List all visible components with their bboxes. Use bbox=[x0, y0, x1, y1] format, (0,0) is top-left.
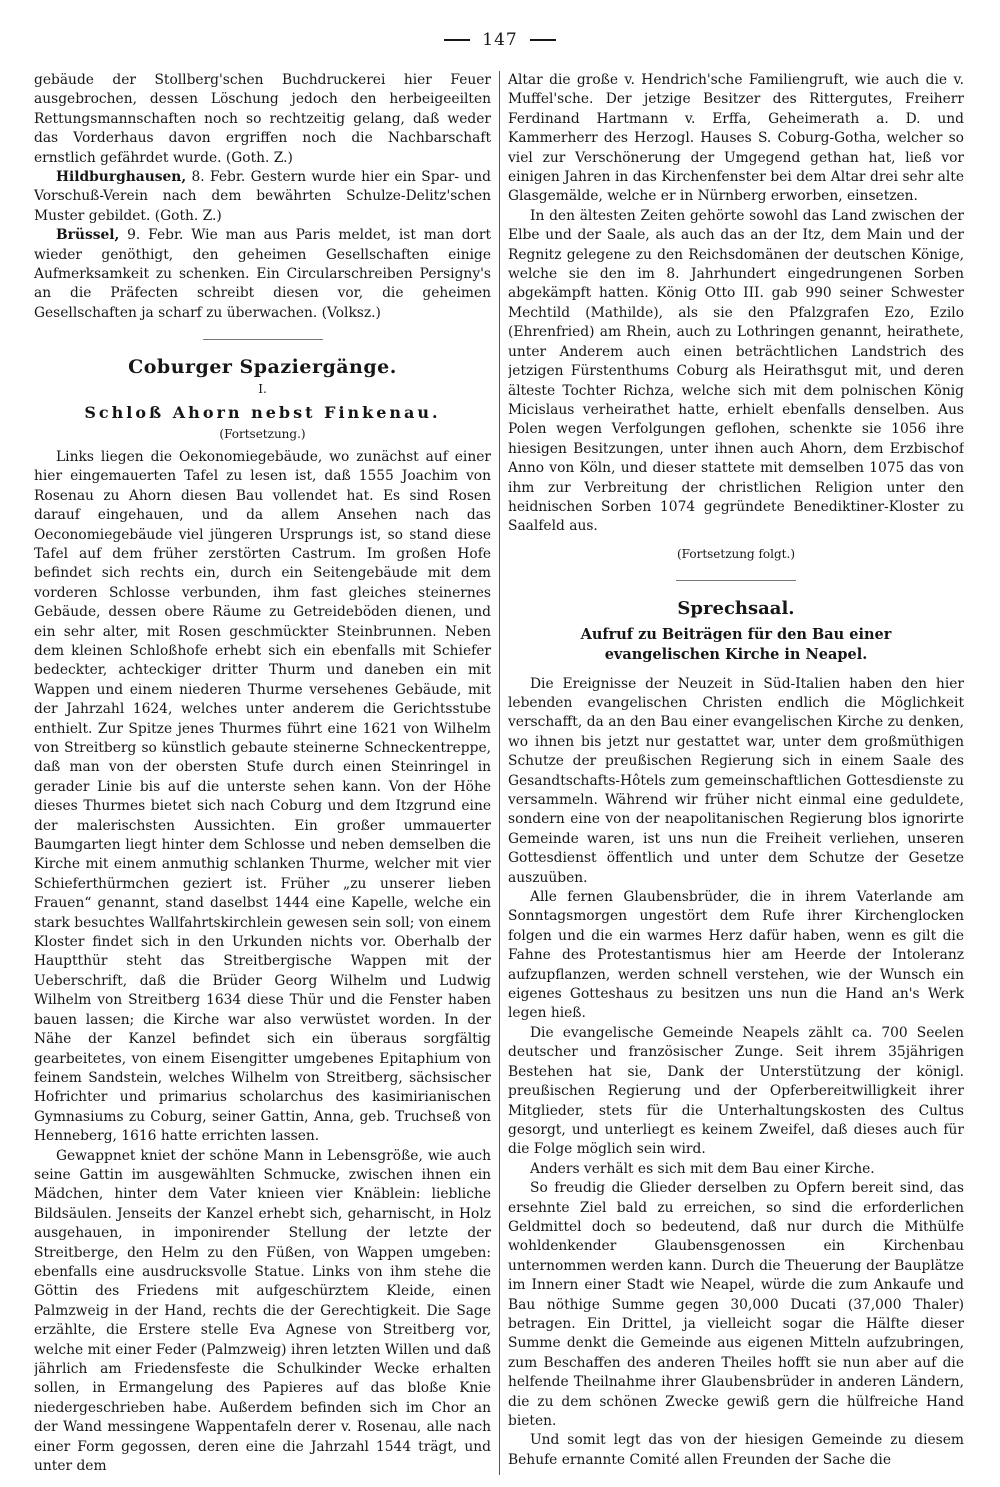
left-column bbox=[34, 71, 491, 1475]
news-item-bruessel bbox=[34, 226, 491, 323]
appeal-paragraph: Die evangelische Gemeinde Neapels zählt ca. 700 Seelen deutscher und französischer Zunge. Seit ihrem 35jährigen Bestehen hat sie, Dank der Unterstützung der königl. preußischen Regierung und der Opferbereitwilligkeit ihrer Mitglieder, stets für die Unterhaltungskosten des Cultus gesorgt, und unterliegt es keinem Zweifel, daß dieses auch für die Folge möglich sein wird. bbox=[508, 1024, 964, 1158]
article-paragraph: Links liegen die Oekonomiegebäude, wo zunächst auf einer hier eingemauerten Tafel zu lesen ist, daß 1555 Joachim von Rosenau zu Ahorn diesen Bau vollendet hat. Es sind Rosen darauf eingehauen, und da allem Ansehen nach das Oeconomiegebäude viel jüngeren Ursprungs ist, so stand diese Tafel auf dem früher zerstörten Castrum. Im großen Hofe befindet sich rechts ein, durch ein Seitengebäude mit dem vorderen Schlosse verbunden, ihm fast gleiches steinernes Gebäude, dessen obere Räume zu Getreideböden dienen, und ein sehr alter, mit Rosen geschmückter Steinbrunnen. Neben dem kleinen Schloßhofe erhebt sich ein ebenfalls mit Schiefer bedeckter, achteckiger dritter Thurm und daneben ein mit Wappen und einem niederen Thurme versehenes Gebäude, mit der Jahrzahl 1624, welches unter anderem die Gerichtsstube enthielt. Zur Spitze jenes Thurmes führt eine 1621 von Wilhelm von Streitberg so künstlich gebaute steinerne Schneckentreppe, daß man von der obersten Stufe durch einen Steinringel in gerader Linie bis auf die unterste sehen kann. Von der Höhe dieses Thurmes bietet sich nach Coburg und dem Itzgrund eine der malerischsten Aussichten. Ein großer ummauerter Baumgarten liegt hinter dem Schlosse und neben demselben die Kirche mit einem anmuthig schlanken Thurme, welcher mit vier Schieferthürmchen geziert ist. Früher „zu unserer lieben Frauen“ genannt, stand daselbst 1444 eine Kapelle, welche ein stark besuchtes Wallfahrtskirchlein gewesen sein soll; von einem Kloster findet sich in den Urkunden nichts vor. Oberhalb der Hauptthür steht das Streitbergische Wappen mit der Ueberschrift, daß die Brüder Georg Wilhelm und Ludwig Wilhelm von Streitberg 1634 diese Thür und die Fenster haben bauen lassen; die Kirche war also verwüstet worden. In der Nähe der Kanzel befindet sich ein überaus sorgfältig gearbeitetes, von einem Eisengitter umgebenes Epitaphium von feinem Sandstein, welches Wilhelm von Streitberg, sächsischer Hofrichter und primarius scholarchus des kasimirianischen Gymnasiums zu Coburg, seiner Gattin, Anna, geb. Truchseß von Henneberg, 1616 hatte errichten lassen. bbox=[34, 448, 491, 1145]
news-text: 8. Febr. Gestern wurde hier ein Spar- und Vorschuß-Verein nach dem bewährten Schulze-Delitz'schen Muster gebildet. (Goth. Z.) bbox=[34, 169, 491, 224]
dateline-place: Brüssel, bbox=[56, 227, 120, 244]
article-part-number: I. bbox=[258, 381, 267, 396]
header-dash-left bbox=[444, 39, 470, 41]
news-item-fire: gebäude der Stollberg'schen Buchdruckerei hier Feuer ausgebrochen, dessen Löschung jedoch den herbeigeeilten Rettungsmannschaften noch so rechtzeitig gelang, daß weder das Vorderhaus davon ergriffen noch die Nachbarschaft ernstlich gefährdet wurde. (Goth. Z.) bbox=[34, 72, 491, 166]
right-column bbox=[508, 71, 964, 1475]
section-separator bbox=[676, 580, 796, 581]
page-number: 147 bbox=[482, 30, 518, 50]
column-divider bbox=[499, 71, 500, 1475]
section-separator bbox=[203, 339, 323, 340]
page-header bbox=[0, 30, 1000, 50]
section-title: Sprechsaal. bbox=[677, 598, 795, 620]
appeal-headline: Aufruf zu Beiträgen für den Bau einer evangelischen Kirche in Neapel. bbox=[580, 625, 892, 663]
appeal-paragraph: Und somit legt das von der hiesigen Gemeinde zu diesem Behufe ernannte Comité allen Freunden der Sache die bbox=[508, 1432, 964, 1468]
article-subtitle: Schloß Ahorn nebst Finkenau. bbox=[84, 403, 441, 423]
news-text: 9. Febr. Wie man aus Paris meldet, ist man dort wieder genöthigt, den geheimen Gesellschaften einige Aufmerksamkeit zu schenken. Ein Circularschreiben Persigny's an die Präfecten schreibt diesen vor, die geheimen Gesellschaften ja scharf zu überwachen. (Volksz.) bbox=[34, 227, 491, 321]
dateline-place: Hildburghausen, bbox=[56, 169, 187, 186]
article-paragraph: Altar die große v. Hendrich'sche Familiengruft, wie auch die v. Muffel'sche. Der jetzige Besitzer des Rittergutes, Freiherr Ferdinand Hartmann v. Erffa, Geheimerath a. D. und Kammerherr des Herzogl. Hauses S. Coburg-Gotha, welcher so viel zur Verschönerung der Umgegend gethan hat, ließ vor einigen Jahren in das Kirchenfenster bei dem Altar drei sehr alte Glasgemälde, welche er in Nürnberg erworben, einsetzen. bbox=[508, 72, 964, 205]
continuation-note: (Fortsetzung.) bbox=[219, 426, 306, 441]
appeal-paragraph: Alle fernen Glaubensbrüder, die in ihrem Vaterlande am Sonntagsmorgen ungestört dem Rufe ihrer Kirchenglocken folgen und die ein warmes Herz dafür haben, wenn es gilt die Fahne des Protestantismus hier am Heerde der Intoleranz aufzupflanzen, werden schnell verstehen, wie der Wunsch ein eigenes Gotteshaus zu besitzen uns nun die Hand an's Werk legen hieß. bbox=[508, 889, 964, 1022]
article-title: Coburger Spaziergänge. bbox=[128, 356, 397, 379]
article-paragraph: Gewappnet kniet der schöne Mann in Lebensgröße, wie auch seine Gattin im ausgewählten Schmucke, zwischen ihnen ein Mädchen, hinter dem Vater knieen vier Knäblein: liebliche Bildsäulen. Jenseits der Kanzel erhebt sich, geharnischt, in Holz ausgehauen, in imponirender Stellung der letzte der Streitberge, den Helm zu den Füßen, von Wappen umgeben: ebenfalls eine ausdrucksvolle Statue. Links von ihm stehe die Göttin des Friedens mit aufgeschürztem Kleide, einen Palmzweig in der Hand, rechts die der Gerechtigkeit. Die Sage erzählte, die Erstere stelle Eva Agnese von Streitberg vor, welche mit einer Feder (Palmzweig) ihren letzten Willen und daß jährlich am Friedensfeste die Schulkinder Wecke erhalten sollen, in Ermangelung des Papieres auf das bloße Knie niedergeschrieben habe. Außerdem befinden sich im Chor an der Wand messingene Wappentafeln derer v. Rosenau, alle nach einer Form gegossen, deren eine die Jahrzahl 1544 trägt, und unter dem bbox=[34, 1147, 491, 1475]
appeal-paragraph: Anders verhält es sich mit dem Bau einer Kirche. bbox=[530, 1160, 875, 1177]
news-item-hildburghausen bbox=[34, 168, 491, 226]
appeal-paragraph: Die Ereignisse der Neuzeit in Süd-Italien haben den hier lebenden evangelischen Christen endlich die Möglichkeit verschafft, da an den Bau einer evangelischen Kirche zu denken, wo ihnen bis jetzt nur gestattet war, unter dem großmüthigen Schutze der preußischen Regierung sich in einem Saale des Gesandtschafts-Hôtels zum gemeinschaftlichen Gottesdienste zu versammeln. Während wir früher nicht einmal eine geduldete, sondern eine von der neapolitanischen Regierung blos ignorirte Gemeinde waren, ist uns nun die Freiheit verliehen, unseren Gottesdienst öffentlich und unter dem Schutze der Gesetze auszuüben. bbox=[508, 675, 964, 886]
header-dash-right bbox=[530, 39, 556, 41]
article-paragraph: In den ältesten Zeiten gehörte sowohl das Land zwischen der Elbe und der Saale, als auch das an der Itz, dem Main und der Regnitz gelegene zu den Reichsdomänen der deutschen Könige, welche sie den im 8. Jahrhundert eingedrungenen Sorben abgekämpft hatten. König Otto III. gab 990 seiner Schwester Mechtild (Mathilde), als sie den Pfalzgrafen Ezo, Ezilo (Ehrenfried) am Rhein, auch zu Lothringen genannt, heirathete, unter Anderem auch einen beträchtlichen Landstrich des jetzigen Fürstenthums Coburg als Heirathsgut mit, und deren älteste Tochter Richza, welche sich mit dem polnischen König Micislaus verheirathet hatte, erhielt ebenfalls denselben. Aus Polen wegen Verfolgungen geflohen, schenkte sie 1056 ihre hiesigen Besitzungen, unter ihnen auch Ahorn, dem Erzbischof Anno von Köln, und dieser stattete mit demselben 1075 das von ihm zur Verbreitung der christlichen Religion unter den heidnischen Sorben 1074 gegründete Benediktiner-Kloster zu Saalfeld aus. bbox=[508, 207, 964, 535]
appeal-paragraph: So freudig die Glieder derselben zu Opfern bereit sind, das ersehnte Ziel bald zu erreichen, so sind die erforderlichen Geldmittel doch so bedeutend, daß nur durch die Mithülfe wohldenkender Glaubensgenossen ein Kirchenbau unternommen werden kann. Durch die Theuerung der Bauplätze im Innern einer Stadt wie Neapel, würde die zum Ankaufe und Bau nöthige Summe gegen 30,000 Ducati (37,000 Thaler) betragen. Ein Drittel, ja vielleicht sogar die Hälfte dieser Summe denkt die Gemeinde aus eigenen Mitteln aufzubringen, zum Beschaffen des anderen Theiles hofft sie nun aber auf die helfende Theilnahme ihrer Glaubensbrüder in anderen Ländern, die zu dem schönen Zwecke gewiß gern die hülfreiche Hand bieten. bbox=[508, 1180, 964, 1429]
to-be-continued-note: (Fortsetzung folgt.) bbox=[677, 546, 795, 561]
